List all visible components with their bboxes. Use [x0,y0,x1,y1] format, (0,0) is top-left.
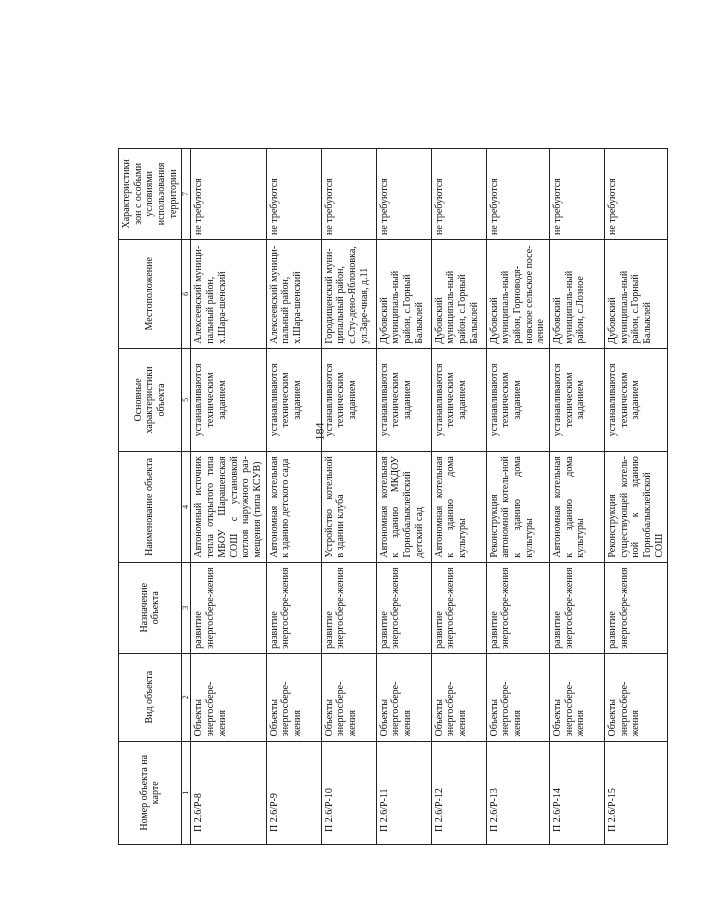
object-characteristics-cell: устанавливаются техническим заданием [376,348,431,451]
object-name-cell: Устройство котельной в здании клуба [321,452,376,562]
object-location-cell: Дубовский муниципаль-ный район, с.Горный Балыклей [431,239,486,348]
object-purpose-cell: развитие энергосбере-жения [605,562,668,653]
object-location-cell: Алексеевский муници-пальный район, х.Шара-шенский [191,239,266,348]
object-name-cell: Реконструкция существующей котель-ной к зданию Горнобалыклейской СОШ [605,452,668,562]
object-number-cell: П 2.6/Р-9 [266,741,321,844]
table-row [266,61,321,845]
table-row [550,61,605,845]
object-kind-cell: Объекты энергосбере-жения [321,653,376,741]
object-name-cell: Автономная котельная к зданию дома культуры [431,452,486,562]
object-location-cell: Дубовский муниципаль-ный район, с.Горный Балыклей [605,239,668,348]
page-number: 184 [312,422,327,441]
object-characteristics-cell: устанавливаются техническим заданием [605,348,668,451]
object-characteristics-cell: устанавливаются техническим заданием [431,348,486,451]
object-location-cell: Дубовский муниципаль-ный район, с.Лозное [550,239,605,348]
header-purpose: Назначение объекта [119,562,182,653]
zone-characteristics-cell: не требуются [550,148,605,239]
column-number: 3 [182,562,191,653]
object-purpose-cell: развитие энергосбере-жения [266,562,321,653]
object-kind-cell: Объекты энергосбере-жения [266,653,321,741]
table-row [486,61,549,845]
object-name-cell: Реконструкция автономной котель-ной к зданию дома культуры [486,452,549,562]
object-location-cell: Алексеевский муници-пальный район, х.Шара-шенский [266,239,321,348]
object-number-cell: П 2.6/Р-14 [550,741,605,844]
zone-characteristics-cell: не требуются [486,148,549,239]
column-number: 2 [182,653,191,741]
column-number: 4 [182,452,191,562]
object-name-cell: Автономная котельная к зданию МКДОУ Горнобалыклейский детский сад [376,452,431,562]
zone-characteristics-cell: не требуются [266,148,321,239]
objects-table [118,60,668,845]
object-number-cell: П 2.6/Р-10 [321,741,376,844]
zone-characteristics-cell: не требуются [376,148,431,239]
object-purpose-cell: развитие энергосбере-жения [376,562,431,653]
table-body [191,61,668,845]
header-zones: Характеристики зон с особыми условиями использования территории [119,148,182,239]
zone-characteristics-cell: не требуются [431,148,486,239]
object-location-cell: Дубовский муниципаль-ный район, Горноводя-новское сельское посе-ление [486,239,549,348]
object-number-cell: П 2.6/Р-12 [431,741,486,844]
table-rotation-frame [118,60,718,845]
object-location-cell: Дубовский муниципаль-ный район, с.Горный Балыклей [376,239,431,348]
object-kind-cell: Объекты энергосбере-жения [191,653,266,741]
object-purpose-cell: развитие энергосбере-жения [550,562,605,653]
object-characteristics-cell: устанавливаются техническим заданием [321,348,376,451]
table-row [321,61,376,845]
object-name-cell: Автономная котельная к зданию детского сада [266,452,321,562]
object-characteristics-cell: устанавливаются техническим заданием [191,348,266,451]
column-number: 1 [182,741,191,844]
object-kind-cell: Объекты энергосбере-жения [605,653,668,741]
object-characteristics-cell: устанавливаются техническим заданием [486,348,549,451]
header-location: Местоположение [119,239,182,348]
object-purpose-cell: развитие энергосбере-жения [486,562,549,653]
object-purpose-cell: развитие энергосбере-жения [191,562,266,653]
column-number-row [182,61,191,845]
object-number-cell: П 2.6/Р-8 [191,741,266,844]
header-name: Наименование объекта [119,452,182,562]
header-characteristics: Основные характеристики объекта [119,348,182,451]
object-kind-cell: Объекты энергосбере-жения [431,653,486,741]
table-row [431,61,486,845]
table-row [605,61,668,845]
column-number: 6 [182,239,191,348]
header-number: Номер объекта на карте [119,741,182,844]
object-number-cell: П 2.6/Р-13 [486,741,549,844]
column-number: 7 [182,148,191,239]
column-number: 5 [182,348,191,451]
document-table-wrapper [118,60,665,845]
object-kind-cell: Объекты энергосбере-жения [550,653,605,741]
table-header-row [119,61,182,845]
zone-characteristics-cell: не требуются [321,148,376,239]
object-number-cell: П 2.6/Р-11 [376,741,431,844]
header-kind: Вид объекта [119,653,182,741]
zone-characteristics-cell: не требуются [191,148,266,239]
object-name-cell: Автономная котельная к зданию дома культуры [550,452,605,562]
table-row [191,61,266,845]
object-kind-cell: Объекты энергосбере-жения [376,653,431,741]
zone-characteristics-cell: не требуются [605,148,668,239]
object-characteristics-cell: устанавливаются техническим заданием [266,348,321,451]
object-purpose-cell: развитие энергосбере-жения [431,562,486,653]
object-characteristics-cell: устанавливаются техническим заданием [550,348,605,451]
object-number-cell: П 2.6/Р-15 [605,741,668,844]
object-name-cell: Автономный источник тепла открытого типа МБОУ Шарашенская СОШ с установкой котлов наружного раз-мещения (типа КСУВ) [191,452,266,562]
object-location-cell: Городищенский муни-ципальный район, с.Сту-дено-Яблоновка, ул.Заре-чная, д.11 [321,239,376,348]
object-purpose-cell: развитие энергосбере-жения [321,562,376,653]
object-kind-cell: Объекты энергосбере-жения [486,653,549,741]
table-row [376,61,431,845]
